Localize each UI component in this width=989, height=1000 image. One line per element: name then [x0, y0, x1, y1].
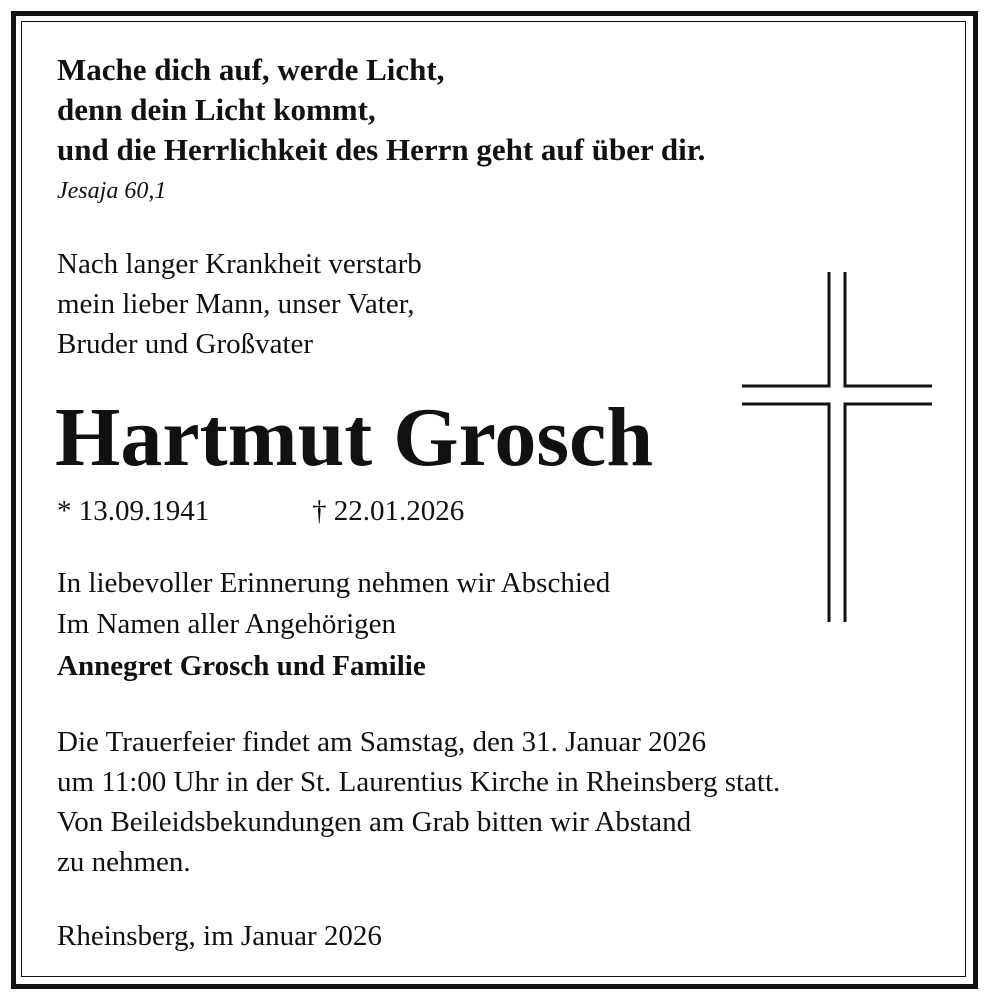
relatives-line: Im Namen aller Angehörigen [57, 608, 397, 640]
intro-line-1: Nach langer Krankheit verstarb [57, 248, 422, 280]
verse-line-1: Mache dich auf, werde Licht, [57, 52, 445, 87]
family-signature: Annegret Grosch und Familie [57, 650, 426, 682]
verse-line-2: denn dein Licht kommt, [57, 92, 376, 127]
outline-latin-cross-icon [740, 270, 934, 626]
intro-line-3: Bruder und Großvater [57, 328, 314, 360]
verse-reference: Jesaja 60,1 [57, 178, 167, 204]
birth-date: * 13.09.1941 [57, 495, 210, 527]
intro-line-2: mein lieber Mann, unser Vater, [57, 288, 415, 320]
place-and-date: Rheinsberg, im Januar 2026 [57, 920, 382, 952]
verse-line-3: und die Herrlichkeit des Herrn geht auf über dir. [57, 132, 706, 167]
service-line-4: zu nehmen. [57, 846, 191, 878]
farewell-line: In liebevoller Erinnerung nehmen wir Abschied [57, 567, 611, 599]
service-line-3: Von Beileidsbekundungen am Grab bitten wir Abstand [57, 806, 692, 838]
deceased-name: Hartmut Grosch [55, 391, 654, 484]
death-date: † 22.01.2026 [312, 495, 465, 527]
service-line-2: um 11:00 Uhr in der St. Laurentius Kirche in Rheinsberg statt. [57, 766, 781, 798]
life-dates [57, 493, 557, 529]
service-line-1: Die Trauerfeier findet am Samstag, den 31. Januar 2026 [57, 726, 707, 758]
